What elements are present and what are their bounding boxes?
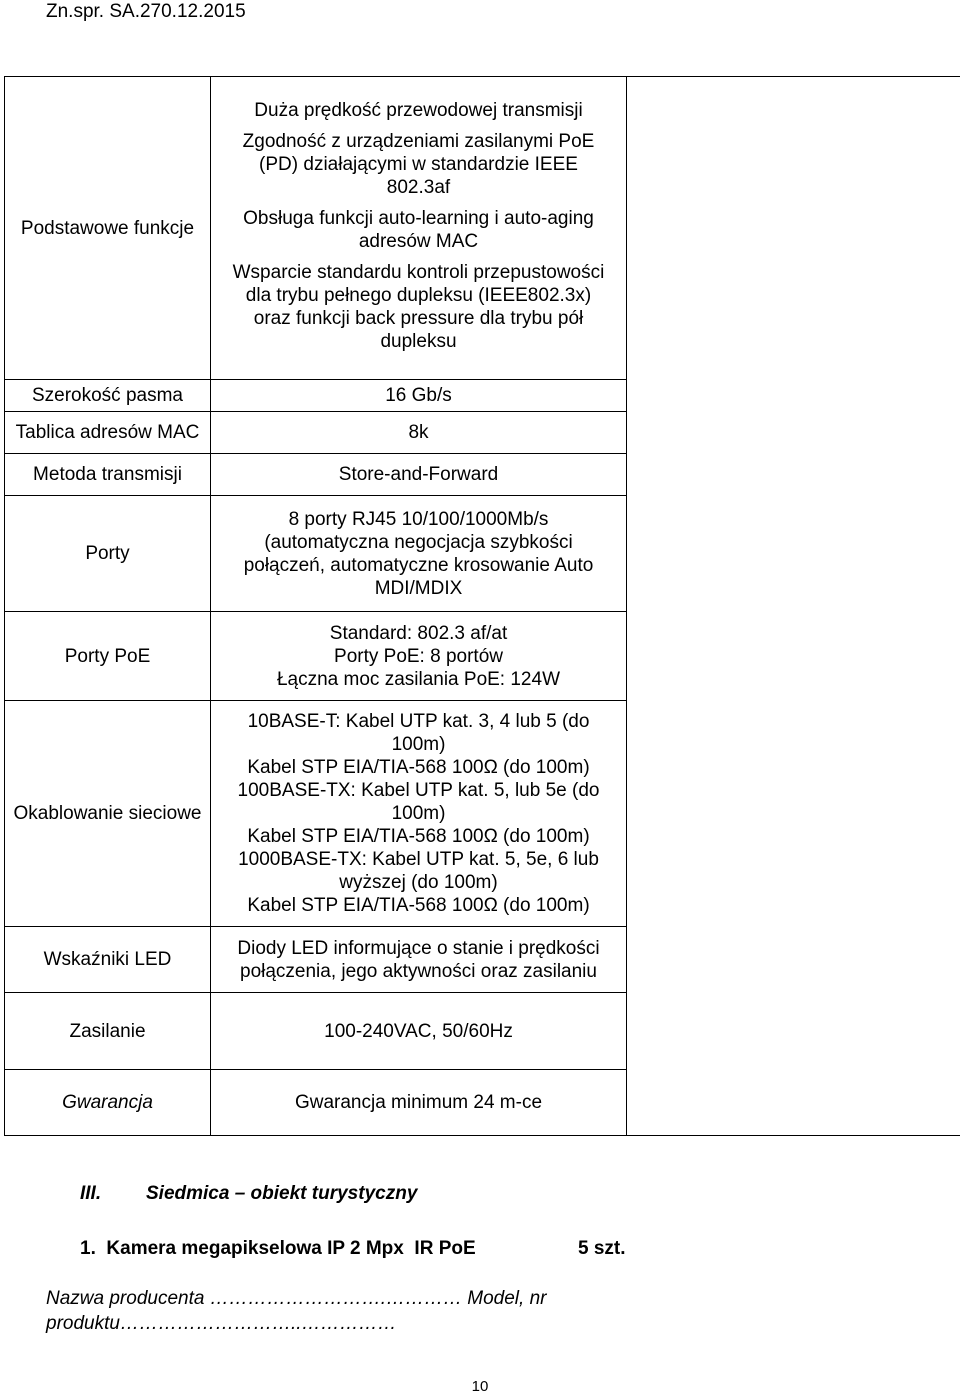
ports-line: (automatyczna negocjacja szybkości xyxy=(264,531,573,553)
cabling-line: Kabel STP EIA/TIA-568 100Ω (do 100m) xyxy=(247,757,590,778)
feature-line: (PD) działającymi w standardzie IEEE xyxy=(259,154,578,175)
led-line: Diody LED informujące o stanie i prędkości xyxy=(237,937,600,959)
warranty-value: Gwarancja minimum 24 m-ce xyxy=(211,1070,627,1136)
poe-line: Porty PoE: 8 portów xyxy=(334,645,503,667)
feature-line: 802.3af xyxy=(386,177,451,198)
item-title: 1. Kamera megapikselowa IP 2 Mpx IR PoE xyxy=(80,1238,476,1259)
cabling-line: 1000BASE-TX: Kabel UTP kat. 5, 5e, 6 lub xyxy=(238,849,599,870)
led-value xyxy=(211,927,627,993)
feature-item xyxy=(215,207,622,253)
cabling-line: wyższej (do 100m) xyxy=(339,872,498,893)
ports-line: połączeń, automatyczne krosowanie Auto xyxy=(243,554,594,576)
section-heading xyxy=(80,1183,417,1205)
producer-model-line: Nazwa producenta ……………………….………… Model, nr produktu………………………..…………… xyxy=(46,1288,547,1334)
ports-label: Porty xyxy=(5,496,211,612)
ports-line: 8 porty RJ45 10/100/1000Mb/s xyxy=(288,508,549,530)
cabling-line: Kabel STP EIA/TIA-568 100Ω (do 100m) xyxy=(247,826,590,847)
poe-line: Standard: 802.3 af/at xyxy=(329,622,508,644)
feature-line: Zgodność z urządzeniami zasilanymi PoE xyxy=(242,131,595,152)
feature-line: Obsługa funkcji auto-learning i auto-aging xyxy=(243,208,594,229)
mac-table-value: 8k xyxy=(211,412,627,454)
poe-line: Łączna moc zasilania PoE: 124W xyxy=(276,668,561,690)
empty-column xyxy=(627,77,960,1136)
section-number: III. xyxy=(80,1183,102,1204)
cabling-value xyxy=(211,701,627,927)
cabling-line: 100m) xyxy=(391,734,446,755)
ports-value xyxy=(211,496,627,612)
feature-line: dupleksu xyxy=(380,331,457,352)
mac-table-label: Tablica adresów MAC xyxy=(5,412,211,454)
power-label: Zasilanie xyxy=(5,993,211,1070)
feature-line: Duża prędkość przewodowej transmisji xyxy=(254,100,583,121)
spec-table xyxy=(4,76,960,1136)
table-row xyxy=(5,77,960,380)
document-reference: Zn.spr. SA.270.12.2015 xyxy=(46,1,246,22)
warranty-label: Gwarancja xyxy=(5,1070,211,1136)
cabling-line: Kabel STP EIA/TIA-568 100Ω (do 100m) xyxy=(247,895,590,916)
bandwidth-value: 16 Gb/s xyxy=(211,380,627,412)
transmission-label: Metoda transmisji xyxy=(5,454,211,496)
page-number: 10 xyxy=(471,1378,489,1395)
feature-line: Wsparcie standardu kontroli przepustowości xyxy=(232,262,605,283)
section-title: Siedmica – obiekt turystyczny xyxy=(146,1183,418,1204)
poe-ports-label: Porty PoE xyxy=(5,612,211,701)
item-heading xyxy=(80,1238,626,1260)
led-line: połączenia, jego aktywności oraz zasilaniu xyxy=(240,960,597,982)
feature-item xyxy=(215,130,622,199)
cabling-line: 100m) xyxy=(391,803,446,824)
basic-functions-value xyxy=(211,77,627,380)
power-value: 100-240VAC, 50/60Hz xyxy=(211,993,627,1070)
feature-line: oraz funkcji back pressure dla trybu pół xyxy=(253,308,584,329)
basic-functions-label: Podstawowe funkcje xyxy=(5,77,211,380)
feature-item xyxy=(215,261,622,353)
ports-line: MDI/MDIX xyxy=(374,577,463,599)
feature-item xyxy=(215,99,622,122)
feature-line: dla trybu pełnego dupleksu (IEEE802.3x) xyxy=(245,285,592,306)
bandwidth-label: Szerokość pasma xyxy=(5,380,211,412)
cabling-line: 10BASE-T: Kabel UTP kat. 3, 4 lub 5 (do xyxy=(247,711,590,732)
cabling-line: 100BASE-TX: Kabel UTP kat. 5, lub 5e (do xyxy=(237,780,600,801)
led-label: Wskaźniki LED xyxy=(5,927,211,993)
item-quantity: 5 szt. xyxy=(578,1238,626,1259)
feature-line: adresów MAC xyxy=(358,231,479,252)
poe-ports-value xyxy=(211,612,627,701)
transmission-value: Store-and-Forward xyxy=(211,454,627,496)
cabling-label: Okablowanie sieciowe xyxy=(5,701,211,927)
